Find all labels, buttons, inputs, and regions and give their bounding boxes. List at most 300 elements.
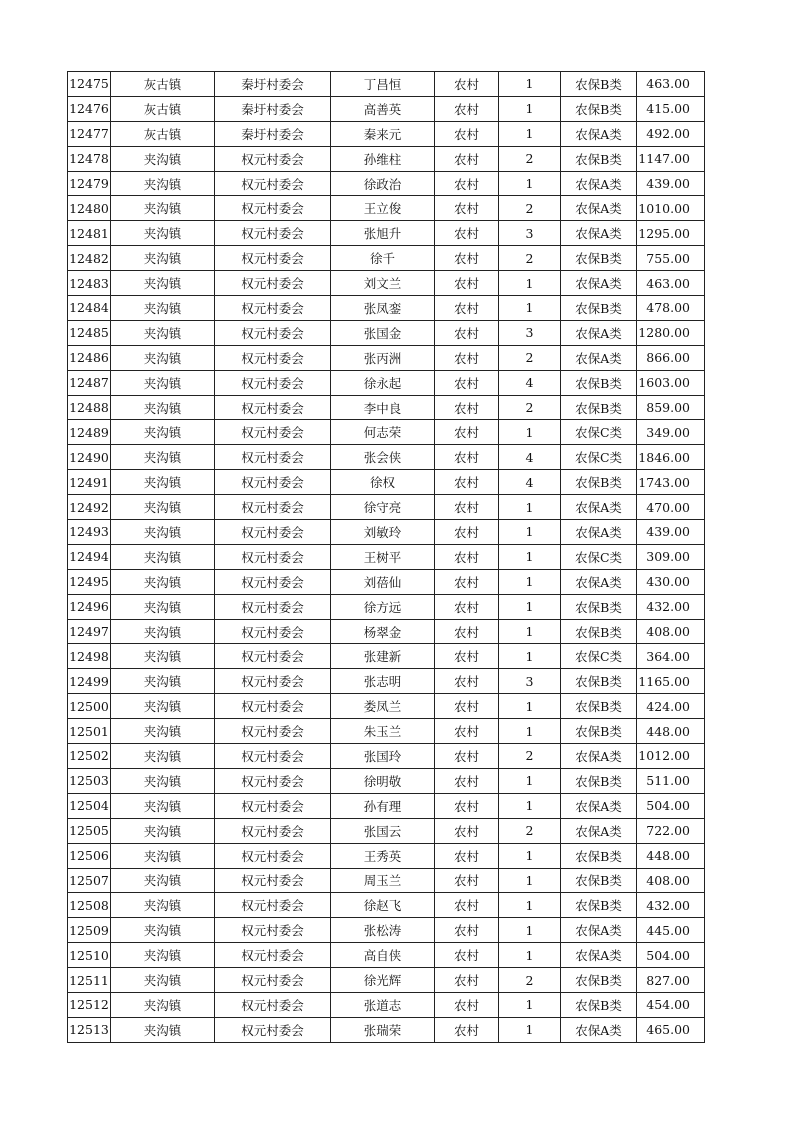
cell-amount: 463.00 — [637, 271, 705, 296]
table-row — [68, 370, 705, 395]
cell-town: 夹沟镇 — [111, 296, 215, 321]
table-row — [68, 121, 705, 146]
cell-person-name: 杨翠金 — [331, 619, 435, 644]
table-row — [68, 893, 705, 918]
cell-village-committee: 权元村委会 — [215, 196, 331, 221]
cell-town: 夹沟镇 — [111, 918, 215, 943]
cell-person-name: 徐权 — [331, 470, 435, 495]
cell-household-count: 2 — [499, 246, 561, 271]
cell-town: 夹沟镇 — [111, 793, 215, 818]
cell-amount: 445.00 — [637, 918, 705, 943]
cell-town: 夹沟镇 — [111, 992, 215, 1017]
cell-insurance-category: 农保B类 — [561, 694, 637, 719]
table-row — [68, 420, 705, 445]
cell-amount: 309.00 — [637, 544, 705, 569]
cell-amount: 1010.00 — [637, 196, 705, 221]
cell-insurance-category: 农保C类 — [561, 544, 637, 569]
cell-area-type: 农村 — [435, 221, 499, 246]
cell-town: 夹沟镇 — [111, 594, 215, 619]
cell-area-type: 农村 — [435, 893, 499, 918]
cell-area-type: 农村 — [435, 121, 499, 146]
cell-town: 夹沟镇 — [111, 196, 215, 221]
cell-town: 夹沟镇 — [111, 171, 215, 196]
table-row — [68, 918, 705, 943]
cell-insurance-category: 农保A类 — [561, 221, 637, 246]
cell-insurance-category: 农保B类 — [561, 96, 637, 121]
cell-record-id: 12512 — [68, 992, 111, 1017]
cell-village-committee: 权元村委会 — [215, 520, 331, 545]
table-row — [68, 843, 705, 868]
cell-insurance-category: 农保B类 — [561, 768, 637, 793]
cell-amount: 408.00 — [637, 619, 705, 644]
cell-area-type: 农村 — [435, 669, 499, 694]
cell-area-type: 农村 — [435, 72, 499, 97]
table-row — [68, 395, 705, 420]
cell-record-id: 12498 — [68, 644, 111, 669]
table-row — [68, 520, 705, 545]
cell-insurance-category: 农保B类 — [561, 470, 637, 495]
cell-household-count: 2 — [499, 345, 561, 370]
cell-person-name: 高善英 — [331, 96, 435, 121]
cell-village-committee: 权元村委会 — [215, 793, 331, 818]
cell-record-id: 12495 — [68, 569, 111, 594]
cell-amount: 478.00 — [637, 296, 705, 321]
cell-household-count: 1 — [499, 544, 561, 569]
cell-area-type: 农村 — [435, 320, 499, 345]
cell-amount: 424.00 — [637, 694, 705, 719]
cell-insurance-category: 农保B类 — [561, 893, 637, 918]
table-row — [68, 868, 705, 893]
cell-person-name: 刘蓓仙 — [331, 569, 435, 594]
cell-village-committee: 权元村委会 — [215, 470, 331, 495]
cell-record-id: 12503 — [68, 768, 111, 793]
cell-area-type: 农村 — [435, 569, 499, 594]
cell-amount: 866.00 — [637, 345, 705, 370]
cell-record-id: 12483 — [68, 271, 111, 296]
cell-person-name: 徐赵飞 — [331, 893, 435, 918]
cell-area-type: 农村 — [435, 345, 499, 370]
cell-town: 夹沟镇 — [111, 445, 215, 470]
cell-record-id: 12505 — [68, 818, 111, 843]
cell-village-committee: 权元村委会 — [215, 893, 331, 918]
cell-village-committee: 权元村委会 — [215, 420, 331, 445]
cell-insurance-category: 农保A类 — [561, 345, 637, 370]
cell-area-type: 农村 — [435, 619, 499, 644]
cell-area-type: 农村 — [435, 271, 499, 296]
cell-amount: 415.00 — [637, 96, 705, 121]
cell-amount: 454.00 — [637, 992, 705, 1017]
cell-town: 夹沟镇 — [111, 470, 215, 495]
cell-person-name: 刘敏玲 — [331, 520, 435, 545]
cell-household-count: 2 — [499, 818, 561, 843]
cell-household-count: 2 — [499, 196, 561, 221]
cell-area-type: 农村 — [435, 968, 499, 993]
cell-town: 夹沟镇 — [111, 968, 215, 993]
cell-person-name: 徐千 — [331, 246, 435, 271]
cell-person-name: 王立俊 — [331, 196, 435, 221]
cell-insurance-category: 农保A类 — [561, 196, 637, 221]
cell-village-committee: 权元村委会 — [215, 943, 331, 968]
table-row — [68, 992, 705, 1017]
cell-household-count: 3 — [499, 669, 561, 694]
cell-person-name: 王树平 — [331, 544, 435, 569]
cell-area-type: 农村 — [435, 644, 499, 669]
cell-area-type: 农村 — [435, 719, 499, 744]
cell-person-name: 张志明 — [331, 669, 435, 694]
cell-amount: 448.00 — [637, 843, 705, 868]
table-row — [68, 744, 705, 769]
cell-village-committee: 权元村委会 — [215, 992, 331, 1017]
table-row — [68, 793, 705, 818]
cell-insurance-category: 农保B类 — [561, 619, 637, 644]
cell-insurance-category: 农保B类 — [561, 246, 637, 271]
cell-record-id: 12507 — [68, 868, 111, 893]
table-row — [68, 818, 705, 843]
cell-village-committee: 权元村委会 — [215, 868, 331, 893]
cell-town: 夹沟镇 — [111, 768, 215, 793]
cell-person-name: 刘文兰 — [331, 271, 435, 296]
cell-village-committee: 权元村委会 — [215, 345, 331, 370]
cell-person-name: 张建新 — [331, 644, 435, 669]
cell-record-id: 12488 — [68, 395, 111, 420]
cell-area-type: 农村 — [435, 445, 499, 470]
cell-town: 夹沟镇 — [111, 669, 215, 694]
table-row — [68, 96, 705, 121]
cell-area-type: 农村 — [435, 768, 499, 793]
table-row — [68, 146, 705, 171]
cell-record-id: 12509 — [68, 918, 111, 943]
cell-record-id: 12496 — [68, 594, 111, 619]
cell-village-committee: 权元村委会 — [215, 370, 331, 395]
cell-area-type: 农村 — [435, 520, 499, 545]
cell-household-count: 1 — [499, 495, 561, 520]
cell-person-name: 张国玲 — [331, 744, 435, 769]
cell-person-name: 张会侠 — [331, 445, 435, 470]
cell-person-name: 李中良 — [331, 395, 435, 420]
cell-person-name: 王秀英 — [331, 843, 435, 868]
table-row — [68, 221, 705, 246]
cell-record-id: 12490 — [68, 445, 111, 470]
table-row — [68, 345, 705, 370]
cell-area-type: 农村 — [435, 1017, 499, 1042]
cell-area-type: 农村 — [435, 793, 499, 818]
cell-insurance-category: 农保B类 — [561, 594, 637, 619]
cell-village-committee: 权元村委会 — [215, 744, 331, 769]
cell-record-id: 12513 — [68, 1017, 111, 1042]
cell-household-count: 4 — [499, 370, 561, 395]
cell-insurance-category: 农保B类 — [561, 296, 637, 321]
cell-insurance-category: 农保A类 — [561, 943, 637, 968]
cell-insurance-category: 农保A类 — [561, 271, 637, 296]
cell-town: 夹沟镇 — [111, 943, 215, 968]
cell-record-id: 12480 — [68, 196, 111, 221]
cell-amount: 430.00 — [637, 569, 705, 594]
cell-area-type: 农村 — [435, 818, 499, 843]
cell-insurance-category: 农保B类 — [561, 72, 637, 97]
cell-insurance-category: 农保B类 — [561, 719, 637, 744]
cell-town: 夹沟镇 — [111, 868, 215, 893]
cell-village-committee: 权元村委会 — [215, 171, 331, 196]
cell-record-id: 12481 — [68, 221, 111, 246]
table-row — [68, 943, 705, 968]
cell-amount: 439.00 — [637, 520, 705, 545]
cell-person-name: 朱玉兰 — [331, 719, 435, 744]
cell-person-name: 张国金 — [331, 320, 435, 345]
cell-record-id: 12489 — [68, 420, 111, 445]
cell-village-committee: 权元村委会 — [215, 694, 331, 719]
table-row — [68, 495, 705, 520]
cell-record-id: 12506 — [68, 843, 111, 868]
cell-amount: 1603.00 — [637, 370, 705, 395]
table-row — [68, 544, 705, 569]
cell-village-committee: 秦圩村委会 — [215, 72, 331, 97]
cell-insurance-category: 农保A类 — [561, 121, 637, 146]
cell-household-count: 2 — [499, 395, 561, 420]
cell-person-name: 张松涛 — [331, 918, 435, 943]
cell-record-id: 12478 — [68, 146, 111, 171]
cell-insurance-category: 农保B类 — [561, 370, 637, 395]
cell-record-id: 12482 — [68, 246, 111, 271]
table-row — [68, 271, 705, 296]
cell-insurance-category: 农保A类 — [561, 320, 637, 345]
cell-town: 夹沟镇 — [111, 146, 215, 171]
cell-village-committee: 权元村委会 — [215, 619, 331, 644]
cell-record-id: 12502 — [68, 744, 111, 769]
cell-person-name: 张国云 — [331, 818, 435, 843]
cell-town: 夹沟镇 — [111, 320, 215, 345]
cell-amount: 492.00 — [637, 121, 705, 146]
cell-amount: 432.00 — [637, 594, 705, 619]
cell-village-committee: 权元村委会 — [215, 221, 331, 246]
cell-amount: 1743.00 — [637, 470, 705, 495]
cell-person-name: 徐守亮 — [331, 495, 435, 520]
cell-amount: 432.00 — [637, 893, 705, 918]
cell-town: 夹沟镇 — [111, 569, 215, 594]
cell-area-type: 农村 — [435, 171, 499, 196]
cell-amount: 1165.00 — [637, 669, 705, 694]
cell-household-count: 4 — [499, 470, 561, 495]
table-row — [68, 246, 705, 271]
cell-town: 夹沟镇 — [111, 843, 215, 868]
cell-area-type: 农村 — [435, 843, 499, 868]
cell-household-count: 2 — [499, 146, 561, 171]
cell-record-id: 12497 — [68, 619, 111, 644]
cell-area-type: 农村 — [435, 943, 499, 968]
cell-person-name: 张旭升 — [331, 221, 435, 246]
table-row — [68, 569, 705, 594]
cell-area-type: 农村 — [435, 146, 499, 171]
table-row — [68, 669, 705, 694]
cell-person-name: 孙维柱 — [331, 146, 435, 171]
cell-area-type: 农村 — [435, 196, 499, 221]
cell-area-type: 农村 — [435, 370, 499, 395]
cell-village-committee: 权元村委会 — [215, 320, 331, 345]
cell-insurance-category: 农保B类 — [561, 146, 637, 171]
cell-person-name: 徐明敬 — [331, 768, 435, 793]
cell-record-id: 12511 — [68, 968, 111, 993]
cell-amount: 349.00 — [637, 420, 705, 445]
table-row — [68, 719, 705, 744]
cell-person-name: 张瑞荣 — [331, 1017, 435, 1042]
cell-area-type: 农村 — [435, 918, 499, 943]
cell-record-id: 12500 — [68, 694, 111, 719]
cell-amount: 504.00 — [637, 943, 705, 968]
cell-village-committee: 权元村委会 — [215, 395, 331, 420]
cell-record-id: 12485 — [68, 320, 111, 345]
table-row — [68, 296, 705, 321]
cell-record-id: 12484 — [68, 296, 111, 321]
cell-area-type: 农村 — [435, 868, 499, 893]
cell-amount: 1147.00 — [637, 146, 705, 171]
cell-amount: 463.00 — [637, 72, 705, 97]
table-row — [68, 768, 705, 793]
cell-insurance-category: 农保A类 — [561, 918, 637, 943]
table-row — [68, 694, 705, 719]
cell-village-committee: 权元村委会 — [215, 768, 331, 793]
table-row — [68, 196, 705, 221]
cell-person-name: 徐永起 — [331, 370, 435, 395]
cell-person-name: 张丙洲 — [331, 345, 435, 370]
cell-household-count: 1 — [499, 843, 561, 868]
cell-area-type: 农村 — [435, 96, 499, 121]
cell-household-count: 1 — [499, 1017, 561, 1042]
cell-town: 夹沟镇 — [111, 520, 215, 545]
cell-town: 夹沟镇 — [111, 495, 215, 520]
cell-household-count: 1 — [499, 893, 561, 918]
table-row — [68, 171, 705, 196]
cell-record-id: 12475 — [68, 72, 111, 97]
cell-person-name: 丁昌恒 — [331, 72, 435, 97]
cell-household-count: 1 — [499, 644, 561, 669]
cell-household-count: 1 — [499, 72, 561, 97]
cell-town: 夹沟镇 — [111, 694, 215, 719]
cell-person-name: 张道志 — [331, 992, 435, 1017]
cell-village-committee: 权元村委会 — [215, 669, 331, 694]
cell-village-committee: 秦圩村委会 — [215, 96, 331, 121]
cell-amount: 722.00 — [637, 818, 705, 843]
cell-household-count: 1 — [499, 271, 561, 296]
cell-village-committee: 权元村委会 — [215, 644, 331, 669]
table-row — [68, 619, 705, 644]
cell-household-count: 1 — [499, 569, 561, 594]
cell-town: 夹沟镇 — [111, 1017, 215, 1042]
cell-village-committee: 权元村委会 — [215, 1017, 331, 1042]
cell-insurance-category: 农保C类 — [561, 420, 637, 445]
cell-town: 夹沟镇 — [111, 246, 215, 271]
cell-insurance-category: 农保B类 — [561, 843, 637, 868]
cell-village-committee: 权元村委会 — [215, 544, 331, 569]
cell-person-name: 徐方远 — [331, 594, 435, 619]
cell-person-name: 何志荣 — [331, 420, 435, 445]
cell-area-type: 农村 — [435, 395, 499, 420]
table-row — [68, 594, 705, 619]
cell-record-id: 12486 — [68, 345, 111, 370]
cell-person-name: 高自侠 — [331, 943, 435, 968]
record-table — [67, 71, 705, 1043]
cell-record-id: 12493 — [68, 520, 111, 545]
cell-household-count: 4 — [499, 445, 561, 470]
cell-town: 夹沟镇 — [111, 544, 215, 569]
cell-area-type: 农村 — [435, 594, 499, 619]
table-row — [68, 445, 705, 470]
table-row — [68, 72, 705, 97]
cell-household-count: 1 — [499, 171, 561, 196]
cell-village-committee: 权元村委会 — [215, 719, 331, 744]
cell-household-count: 1 — [499, 96, 561, 121]
cell-record-id: 12494 — [68, 544, 111, 569]
cell-record-id: 12491 — [68, 470, 111, 495]
cell-area-type: 农村 — [435, 992, 499, 1017]
cell-area-type: 农村 — [435, 744, 499, 769]
cell-town: 夹沟镇 — [111, 818, 215, 843]
cell-village-committee: 权元村委会 — [215, 594, 331, 619]
cell-amount: 470.00 — [637, 495, 705, 520]
cell-village-committee: 权元村委会 — [215, 818, 331, 843]
cell-amount: 465.00 — [637, 1017, 705, 1042]
cell-insurance-category: 农保C类 — [561, 445, 637, 470]
cell-town: 夹沟镇 — [111, 719, 215, 744]
cell-amount: 439.00 — [637, 171, 705, 196]
cell-village-committee: 权元村委会 — [215, 968, 331, 993]
cell-town: 夹沟镇 — [111, 744, 215, 769]
cell-amount: 511.00 — [637, 768, 705, 793]
cell-insurance-category: 农保A类 — [561, 495, 637, 520]
cell-record-id: 12477 — [68, 121, 111, 146]
cell-record-id: 12492 — [68, 495, 111, 520]
cell-area-type: 农村 — [435, 544, 499, 569]
cell-village-committee: 权元村委会 — [215, 495, 331, 520]
cell-amount: 408.00 — [637, 868, 705, 893]
cell-insurance-category: 农保C类 — [561, 644, 637, 669]
cell-person-name: 秦来元 — [331, 121, 435, 146]
cell-amount: 448.00 — [637, 719, 705, 744]
cell-household-count: 1 — [499, 420, 561, 445]
cell-record-id: 12476 — [68, 96, 111, 121]
cell-household-count: 1 — [499, 619, 561, 644]
cell-record-id: 12504 — [68, 793, 111, 818]
cell-area-type: 农村 — [435, 296, 499, 321]
cell-amount: 1012.00 — [637, 744, 705, 769]
cell-household-count: 1 — [499, 719, 561, 744]
cell-insurance-category: 农保B类 — [561, 968, 637, 993]
table-row — [68, 320, 705, 345]
cell-village-committee: 权元村委会 — [215, 146, 331, 171]
cell-person-name: 张凤銮 — [331, 296, 435, 321]
cell-household-count: 1 — [499, 520, 561, 545]
cell-village-committee: 权元村委会 — [215, 246, 331, 271]
cell-person-name: 徐政治 — [331, 171, 435, 196]
table-row — [68, 470, 705, 495]
cell-insurance-category: 农保A类 — [561, 1017, 637, 1042]
cell-household-count: 3 — [499, 221, 561, 246]
cell-village-committee: 权元村委会 — [215, 843, 331, 868]
cell-town: 灰古镇 — [111, 72, 215, 97]
cell-village-committee: 权元村委会 — [215, 569, 331, 594]
cell-town: 夹沟镇 — [111, 395, 215, 420]
cell-record-id: 12499 — [68, 669, 111, 694]
cell-insurance-category: 农保B类 — [561, 992, 637, 1017]
cell-insurance-category: 农保A类 — [561, 520, 637, 545]
cell-town: 灰古镇 — [111, 121, 215, 146]
cell-household-count: 1 — [499, 918, 561, 943]
cell-household-count: 3 — [499, 320, 561, 345]
cell-person-name: 娄凤兰 — [331, 694, 435, 719]
cell-amount: 1280.00 — [637, 320, 705, 345]
cell-village-committee: 权元村委会 — [215, 918, 331, 943]
cell-insurance-category: 农保A类 — [561, 793, 637, 818]
cell-town: 夹沟镇 — [111, 619, 215, 644]
cell-insurance-category: 农保B类 — [561, 868, 637, 893]
